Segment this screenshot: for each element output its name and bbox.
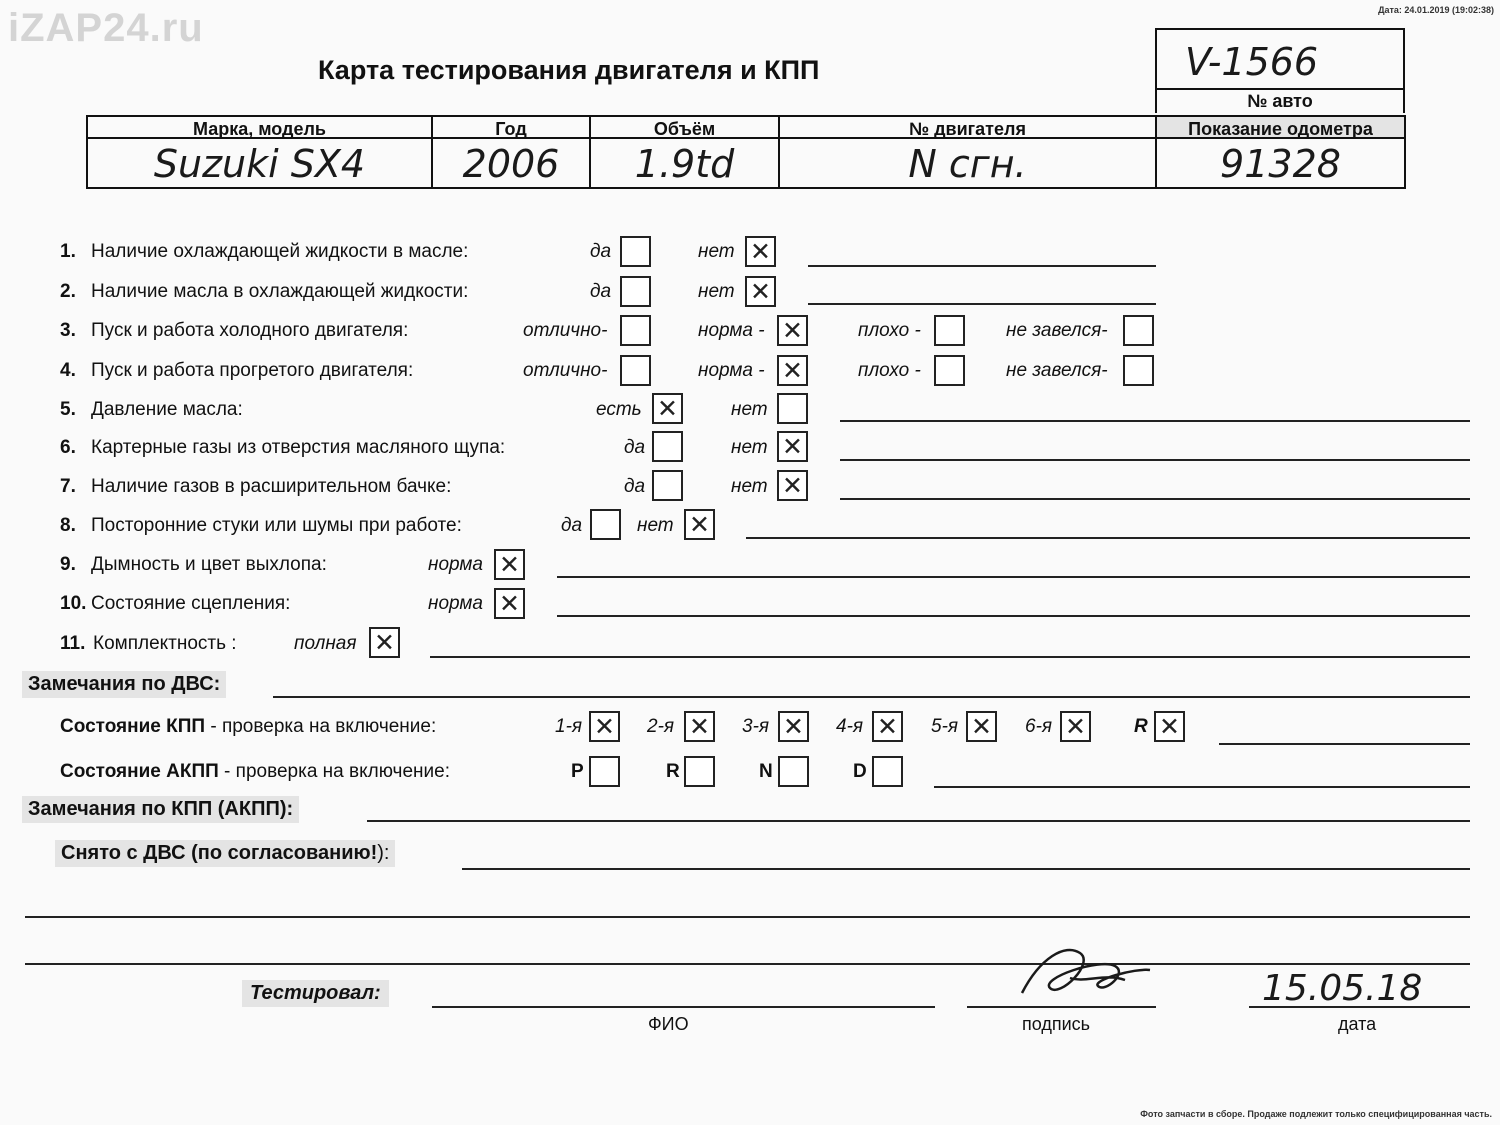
value-odometer: 91328 (1155, 139, 1406, 189)
auto-number-label: № авто (1247, 91, 1313, 111)
item-number: 2. (60, 281, 76, 302)
date-caption: дата (1338, 1014, 1377, 1034)
option-label: нет (698, 281, 735, 302)
auto-gearbox-row (60, 761, 450, 783)
checkbox-checked[interactable]: ✕ (777, 431, 808, 462)
value-year: 2006 (431, 139, 589, 189)
auto-number-divider (1157, 88, 1403, 90)
checkbox-unchecked[interactable] (1123, 355, 1154, 386)
option-label: нет (731, 476, 768, 497)
option-label: отлично- (523, 360, 608, 381)
auto-number-box (1155, 28, 1405, 113)
removed-line (462, 868, 1470, 870)
remarks-engine-label: Замечания по ДВС: (22, 671, 226, 698)
option-label: нет (731, 399, 768, 420)
gear-label: R (1134, 716, 1148, 737)
item-label: Состояние сцепления: (91, 593, 291, 614)
checkbox-unchecked[interactable] (620, 276, 651, 307)
item-label: Наличие газов в расширительном бачке: (91, 476, 452, 497)
item-number: 6. (60, 437, 76, 458)
notes-line (808, 303, 1156, 305)
item-label: Посторонние стуки или шумы при работе: (91, 515, 462, 536)
signature-line (967, 1006, 1156, 1008)
item-number: 1. (60, 241, 76, 262)
col-header-year: Год (431, 115, 589, 139)
option-label: норма (428, 554, 483, 575)
option-label: норма - (698, 320, 765, 341)
gear-label: 2-я (647, 716, 675, 737)
checkbox-checked[interactable]: ✕ (494, 588, 525, 619)
gear-checkbox-checked[interactable]: ✕ (872, 711, 903, 742)
checkbox-unchecked[interactable] (652, 470, 683, 501)
gear-label: 3-я (742, 716, 770, 737)
manual-gearbox-desc: - проверка на включение: (205, 716, 437, 737)
item-label: Давление масла: (91, 399, 243, 420)
item-number: 5. (60, 399, 76, 420)
signature-graphic (1010, 938, 1170, 1008)
selector-checkbox-unchecked[interactable] (589, 756, 620, 787)
option-label: нет (637, 515, 674, 536)
col-header-odometer: Показание одометра (1155, 115, 1406, 139)
option-label: есть (596, 399, 642, 420)
fio-line (432, 1006, 935, 1008)
footer-note: Фото запчасти в сборе. Продаже подлежит только специфицированная часть. (1140, 1109, 1492, 1119)
notes-line (840, 420, 1470, 422)
tested-label: Тестировал: (242, 980, 389, 1007)
item-label: Пуск и работа холодного двигателя: (91, 320, 409, 341)
removed-close: ): (377, 842, 390, 864)
item-label: Картерные газы из отверстия масляного щупа: (91, 437, 506, 458)
notes-line (840, 459, 1470, 461)
checkbox-unchecked[interactable] (777, 393, 808, 424)
checkbox-checked[interactable]: ✕ (777, 470, 808, 501)
value-engine-number: N сгн. (778, 139, 1155, 189)
option-label: норма (428, 593, 483, 614)
checkbox-checked[interactable]: ✕ (745, 276, 776, 307)
col-header-make-model: Марка, модель (86, 115, 431, 139)
gear-checkbox-checked[interactable]: ✕ (1154, 711, 1185, 742)
selector-checkbox-unchecked[interactable] (778, 756, 809, 787)
item-label: Наличие масла в охлаждающей жидкости: (91, 281, 469, 302)
checkbox-unchecked[interactable] (1123, 315, 1154, 346)
checkbox-unchecked[interactable] (590, 509, 621, 540)
item-label: Пуск и работа прогретого двигателя: (91, 360, 414, 381)
option-label: не завелся- (1006, 320, 1108, 341)
manual-gearbox-row (60, 716, 436, 738)
item-number: 9. (60, 554, 76, 575)
selector-label: N (759, 761, 773, 782)
col-header-engine-number: № двигателя (778, 115, 1155, 139)
selector-checkbox-unchecked[interactable] (684, 756, 715, 787)
checkbox-checked[interactable]: ✕ (745, 236, 776, 267)
item-number: 4. (60, 360, 76, 381)
option-label: да (590, 281, 612, 302)
option-label: полная (294, 633, 357, 654)
selector-label: P (571, 761, 584, 782)
auto-number-value: V-1566 (1185, 40, 1319, 84)
auto-gearbox-title: Состояние АКПП (60, 761, 219, 782)
gear-label: 5-я (931, 716, 959, 737)
item-number: 7. (60, 476, 76, 497)
option-label: отлично- (523, 320, 608, 341)
item-number: 3. (60, 320, 76, 341)
removed-from-engine-label (55, 840, 395, 867)
fio-caption: ФИО (648, 1014, 689, 1034)
gear-checkbox-checked[interactable]: ✕ (684, 711, 715, 742)
selector-label: D (853, 761, 867, 782)
checkbox-unchecked[interactable] (934, 355, 965, 386)
value-make-model: Suzuki SX4 (86, 139, 431, 189)
notes-line (746, 537, 1470, 539)
notes-line (430, 656, 1470, 658)
gear-checkbox-checked[interactable]: ✕ (589, 711, 620, 742)
remarks-engine-line (273, 696, 1470, 698)
blank-line (25, 963, 1470, 965)
col-header-volume: Объём (589, 115, 778, 139)
manual-gearbox-title: Состояние КПП (60, 716, 206, 737)
auto-gearbox-desc: - проверка на включение: (218, 761, 450, 782)
checkbox-unchecked[interactable] (934, 315, 965, 346)
item-number: 10. (60, 593, 87, 614)
signature-caption: подпись (1022, 1014, 1091, 1034)
checkbox-checked[interactable]: ✕ (777, 355, 808, 386)
gear-checkbox-checked[interactable]: ✕ (966, 711, 997, 742)
checkbox-checked[interactable]: ✕ (369, 627, 400, 658)
notes-line (557, 615, 1470, 617)
test-date-value: 15.05.18 (1262, 968, 1423, 1009)
value-volume: 1.9td (589, 139, 778, 189)
option-label: да (624, 437, 646, 458)
gear-label: 6-я (1025, 716, 1053, 737)
remarks-gearbox-label: Замечания по КПП (АКПП): (22, 796, 299, 823)
removed-title: Снято с ДВС (по согласованию! (61, 842, 378, 864)
option-label: нет (698, 241, 735, 262)
checkbox-unchecked[interactable] (620, 315, 651, 346)
selector-label: R (666, 761, 680, 782)
checkbox-checked[interactable]: ✕ (494, 549, 525, 580)
option-label: плохо - (858, 320, 921, 341)
remarks-gearbox-line (367, 820, 1470, 822)
selector-checkbox-unchecked[interactable] (872, 756, 903, 787)
item-number: 11. (60, 633, 86, 654)
gear-checkbox-checked[interactable]: ✕ (1060, 711, 1091, 742)
page-title: Карта тестирования двигателя и КПП (318, 55, 820, 85)
option-label: да (590, 241, 612, 262)
date-stamp: Дата: 24.01.2019 (19:02:38) (1378, 5, 1494, 15)
auto-gearbox-notes-line (934, 786, 1470, 788)
checkbox-unchecked[interactable] (620, 236, 651, 267)
checkbox-unchecked[interactable] (620, 355, 651, 386)
notes-line (557, 576, 1470, 578)
item-number: 8. (60, 515, 76, 536)
blank-line (25, 916, 1470, 918)
watermark: iZAP24.ru (8, 6, 204, 50)
item-label: Наличие охлаждающей жидкости в масле: (91, 241, 469, 262)
date-line (1249, 1006, 1470, 1008)
notes-line (808, 265, 1156, 267)
option-label: норма - (698, 360, 765, 381)
notes-line (840, 498, 1470, 500)
option-label: нет (731, 437, 768, 458)
item-label: Дымность и цвет выхлопа: (91, 554, 327, 575)
checkbox-checked[interactable]: ✕ (652, 393, 683, 424)
checkbox-unchecked[interactable] (652, 431, 683, 462)
option-label: не завелся- (1006, 360, 1108, 381)
checkbox-checked[interactable]: ✕ (777, 315, 808, 346)
checkbox-checked[interactable]: ✕ (684, 509, 715, 540)
gear-label: 4-я (836, 716, 864, 737)
option-label: да (624, 476, 646, 497)
gear-label: 1-я (555, 716, 583, 737)
option-label: да (561, 515, 583, 536)
gear-checkbox-checked[interactable]: ✕ (778, 711, 809, 742)
item-label: Комплектность : (93, 633, 237, 654)
manual-gearbox-notes-line (1219, 743, 1470, 745)
option-label: плохо - (858, 360, 921, 381)
